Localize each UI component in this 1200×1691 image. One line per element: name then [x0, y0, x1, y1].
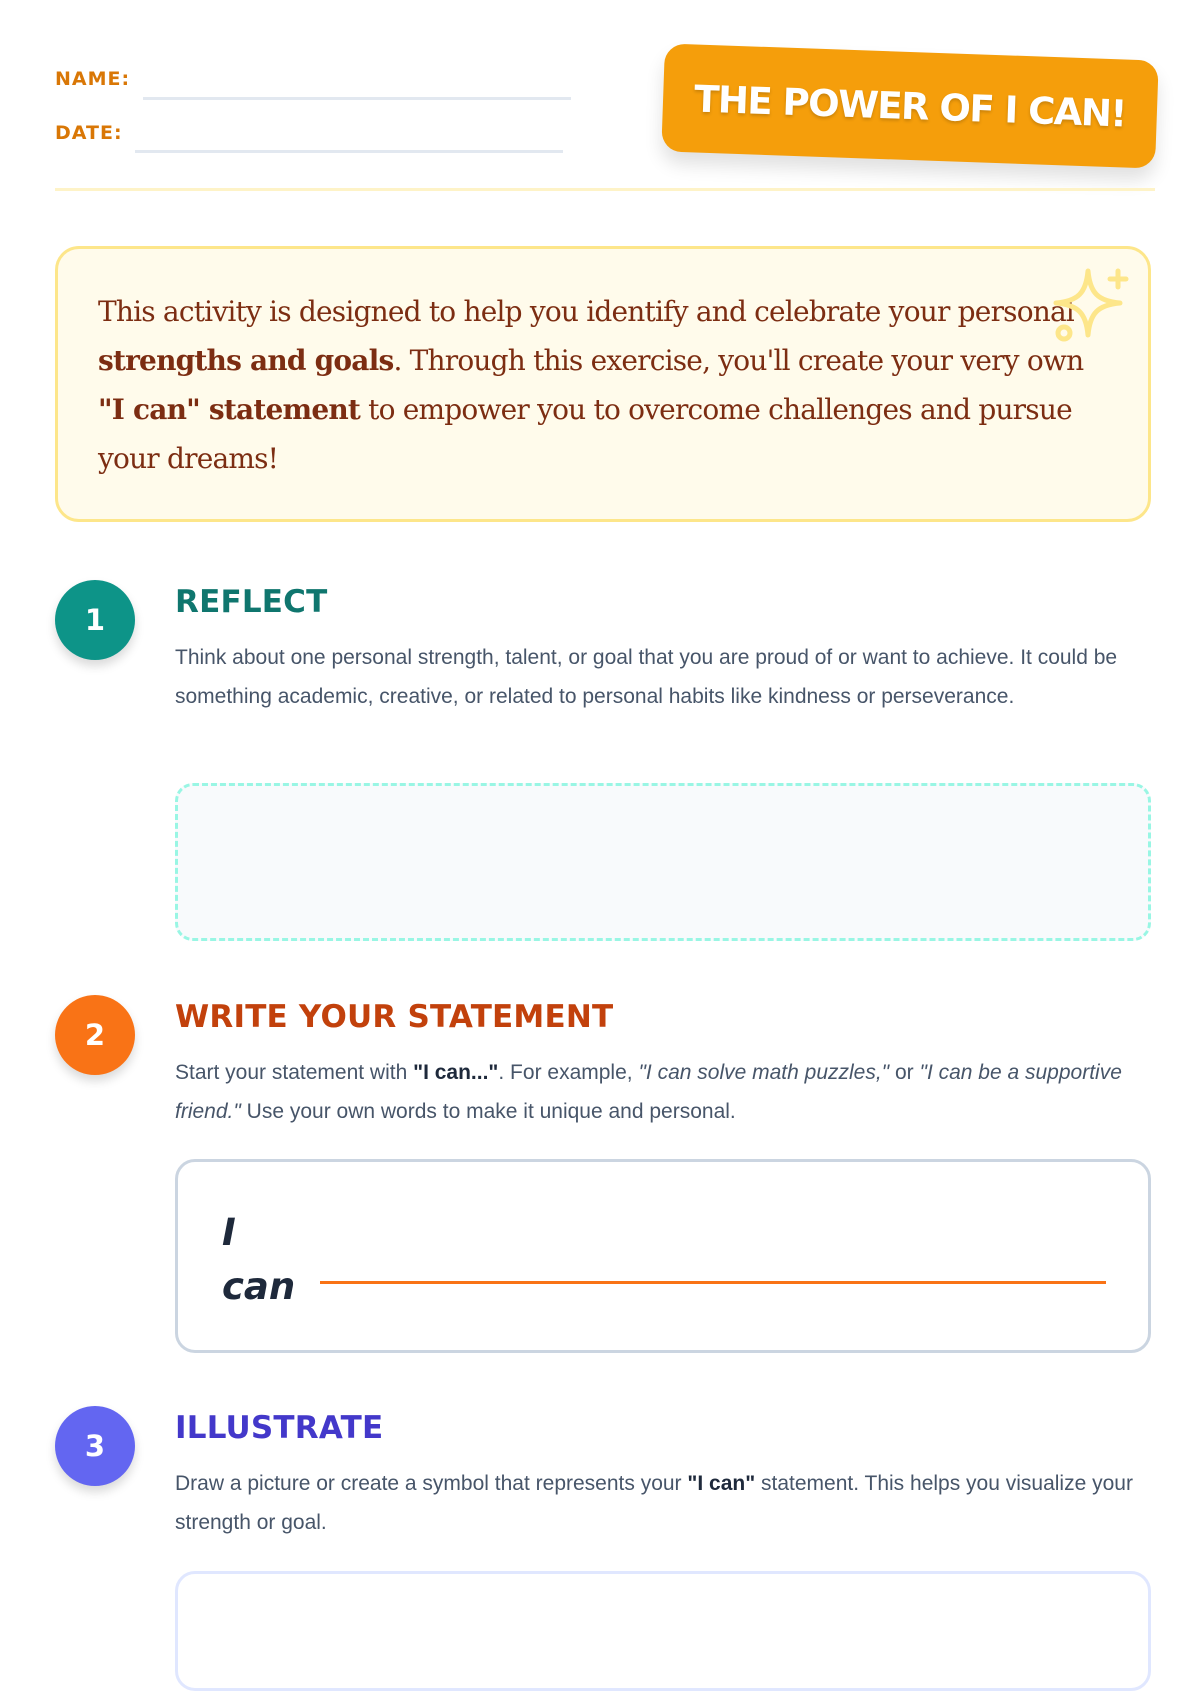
step-3-description: Draw a picture or create a symbol that represents your "I can" statement. This helps you visualize your strength or goal. — [175, 1472, 1133, 1534]
intro-text: This activity is designed to help you identify and celebrate your personal strengths and goals. Through this exercise, you'll create your very own "I can" statement to empower you to overcome challenges and pursue your dreams! — [98, 295, 1084, 475]
title-badge — [661, 43, 1158, 168]
intro-highlight-statement: "I can" statement — [98, 393, 361, 426]
statement-write-line[interactable] — [320, 1281, 1106, 1284]
date-field[interactable] — [135, 150, 563, 153]
step-3-number: 3 — [55, 1406, 135, 1486]
intro-box — [55, 246, 1151, 522]
step-1-title: REFLECT — [175, 584, 328, 620]
step-2-number: 2 — [55, 995, 135, 1075]
statement-box — [175, 1159, 1151, 1353]
name-field[interactable] — [143, 97, 571, 100]
intro-highlight-strengths: strengths and goals — [98, 344, 394, 377]
i-can-prompt: I can — [222, 1211, 296, 1308]
name-label: NAME: — [55, 68, 131, 90]
step-2-description: Start your statement with "I can...". For example, "I can solve math puzzles," or "I can be a supportive friend." Use your own words to make it unique and personal. — [175, 1061, 1122, 1123]
step-2-title: WRITE YOUR STATEMENT — [175, 999, 614, 1035]
step-3-title: ILLUSTRATE — [175, 1410, 384, 1446]
illustration-box[interactable] — [175, 1571, 1151, 1691]
step-1-number: 1 — [55, 580, 135, 660]
reflect-answer-box[interactable] — [175, 783, 1151, 941]
step-1-description: Think about one personal strength, talent, or goal that you are proud of or want to achieve. It could be something academic, creative, or related to personal habits like kindness or perseverance. — [175, 646, 1118, 708]
sparkle-icon — [1052, 263, 1134, 350]
header-divider — [55, 188, 1155, 191]
date-label: DATE: — [55, 122, 123, 144]
page-title: THE POWER OF I CAN! — [693, 76, 1127, 136]
